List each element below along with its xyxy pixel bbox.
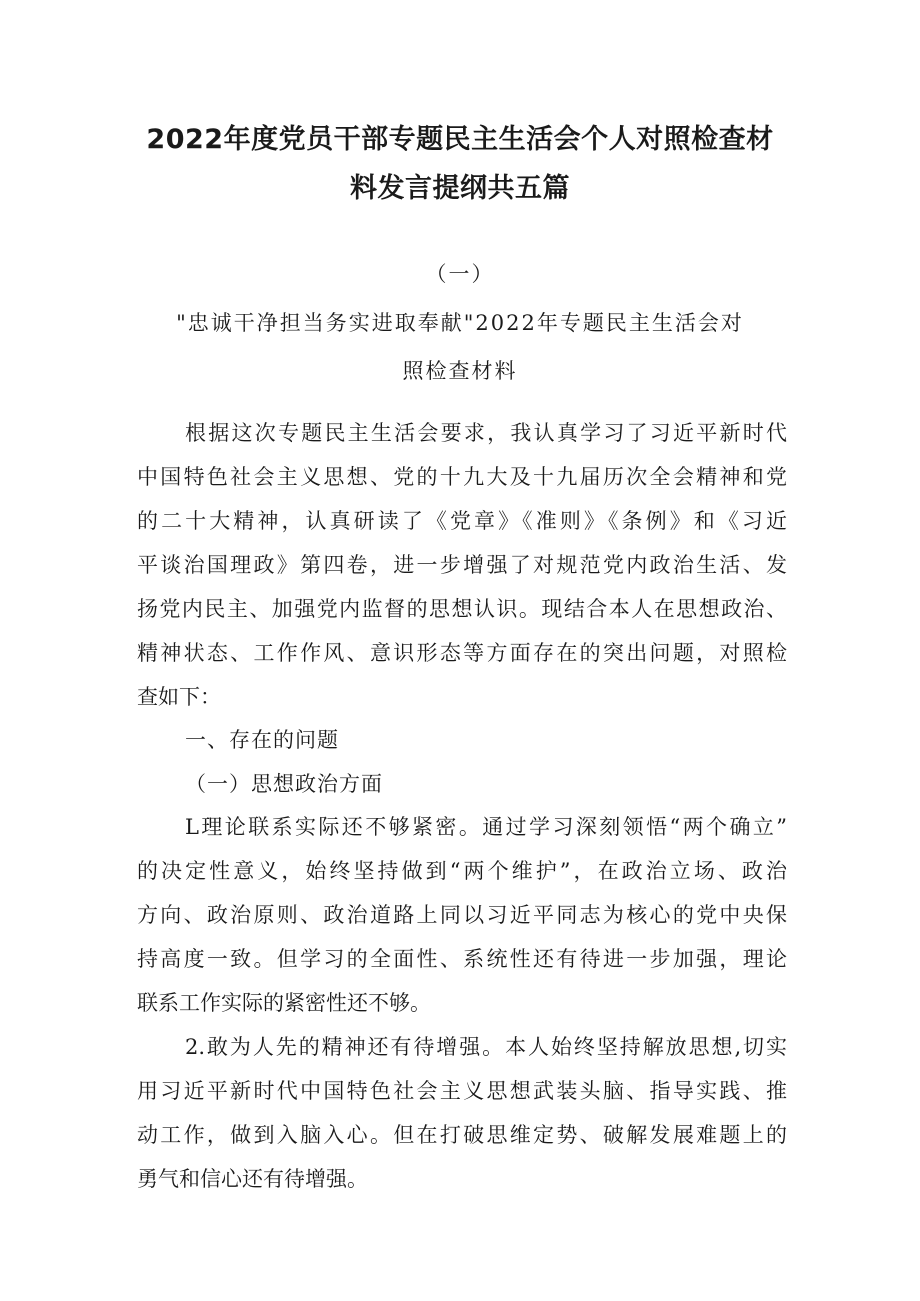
intro-line: 中国特色社会主义思想、党的十九大及十九届历次全会精神和党 [137, 465, 787, 489]
item1-line: 方向、政治原则、政治道路上同以习近平同志为核心的党中央保 [137, 903, 787, 927]
item1-line: 联系工作实际的紧密性还不够。 [137, 991, 431, 1015]
intro-line: 的二十大精神，认真研读了《党章》《准则》《条例》和《习近 [137, 509, 787, 533]
item1-line: 的决定性意义，始终坚持做到“两个维护”，在政治立场、政治 [137, 859, 787, 883]
intro-line: 平谈治国理政》第四卷，进一步增强了对规范党内政治生活、发 [137, 553, 787, 577]
intro-line: 查如下： [137, 685, 221, 709]
intro-line: 扬党内民主、加强党内监督的思想认识。现结合本人在思想政治、 [137, 597, 787, 621]
item2-line: 勇气和信心还有待增强。 [137, 1167, 368, 1191]
section-marker: （一） [425, 262, 495, 286]
heading-ideology-politics: （一）思想政治方面 [185, 772, 383, 796]
subtitle-line-2: 照检查材料 [402, 359, 518, 383]
item2-line: 用习近平新时代中国特色社会主义思想武装头脑、指导实践、推 [137, 1079, 787, 1103]
document-title-line-2: 料发言提纲共五篇 [350, 173, 570, 204]
intro-line: 根据这次专题民主生活会要求，我认真学习了习近平新时代 [185, 421, 787, 445]
heading-problems: 一、存在的问题 [185, 728, 339, 752]
intro-line: 精神状态、工作作风、意识形态等方面存在的突出问题，对照检 [137, 641, 787, 665]
document-title-line-1: 2022年度党员干部专题民主生活会个人对照检查材 [146, 124, 774, 155]
item1-line: L理论联系实际还不够紧密。通过学习深刻领悟“两个确立” [185, 815, 787, 839]
item2-line: 2.敢为人先的精神还有待增强。本人始终坚持解放思想,切实 [185, 1035, 787, 1059]
item2-line: 动工作，做到入脑入心。但在打破思维定势、破解发展难题上的 [137, 1123, 787, 1147]
subtitle-line-1: "忠诚干净担当务实进取奉献"2022年专题民主生活会对 [176, 311, 744, 335]
item1-line: 持高度一致。但学习的全面性、系统性还有待进一步加强，理论 [137, 947, 787, 971]
